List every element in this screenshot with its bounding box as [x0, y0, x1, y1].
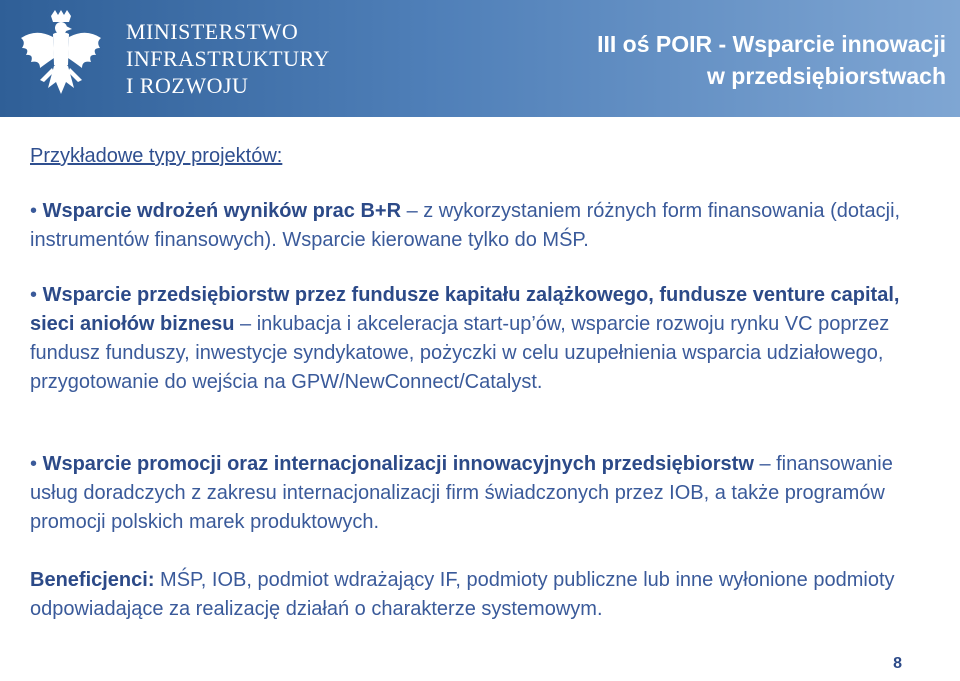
slide-title-line-2: w przedsiębiorstwach [706, 63, 946, 89]
page-number: 8 [893, 655, 902, 672]
ministry-line-3: I ROZWOJU [126, 73, 249, 98]
beneficiaries-text: MŚP, IOB, podmiot wdrażający IF, podmioty publiczne lub inne wyłonione podmioty odpowiadające za realizację działań o charakterze systemowym. [30, 569, 895, 620]
white-eagle-icon [18, 10, 104, 106]
project-type-1-desc: – z wykorzystaniem różnych form finansowania (dotacji, instrumentów finansowych). Wsparcie kierowane tylko do MŚP. [30, 200, 901, 251]
section-heading: Przykładowe typy projektów: [30, 145, 283, 167]
ministry-line-1: MINISTERSTWO [126, 19, 299, 44]
project-type-3-title: Wsparcie promocji oraz internacjonalizacji innowacyjnych przedsiębiorstw [42, 453, 754, 475]
project-type-1-title: Wsparcie wdrożeń wyników prac B+R [42, 200, 402, 222]
project-type-1 [30, 197, 942, 255]
beneficiaries-label: Beneficjenci: [30, 569, 155, 591]
project-type-3 [30, 450, 942, 537]
beneficiaries [30, 566, 942, 624]
ministry-line-2: INFRASTRUKTURY [126, 46, 330, 71]
project-type-2-title: Wsparcie przedsiębiorstw przez fundusze kapitału zalążkowego, fundusze venture capital, sieci aniołów biznesu [30, 284, 900, 335]
bullet: • [30, 200, 38, 222]
slide-content [30, 145, 942, 620]
project-type-2 [30, 281, 942, 397]
project-type-2-desc: – inkubacja i akceleracja start-up’ów, wsparcie rozwoju rynku VC poprzez fundusz funduszy, inwestycje syndykatowe, pożyczki w celu uzupełnienia wsparcia udziałowego, przygotowanie do wejścia na GPW/NewConnect/Catalyst. [30, 313, 890, 393]
ministry-name [126, 18, 330, 99]
slide-title [597, 28, 946, 92]
bullet: • [30, 284, 38, 306]
slide-title-line-1: III oś POIR - Wsparcie innowacji [597, 31, 946, 57]
slide-header [0, 0, 960, 117]
bullet: • [30, 453, 38, 475]
project-type-3-desc: – finansowanie usług doradczych z zakresu internacjonalizacji firm świadczonych przez IOB, a także programów promocji polskich marek produktowych. [30, 453, 893, 533]
